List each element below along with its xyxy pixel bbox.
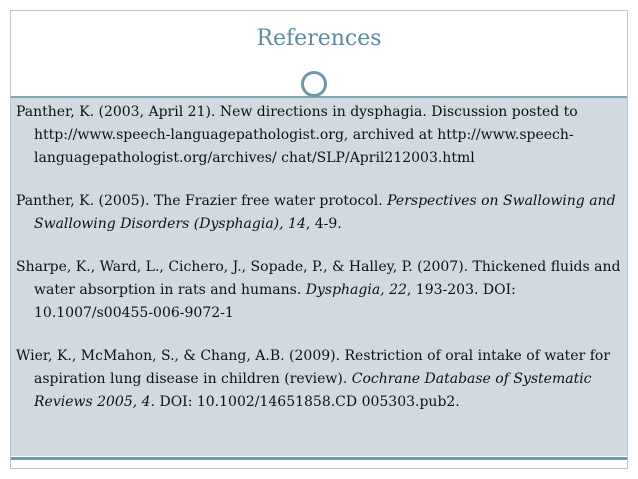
reference-text: Panther, K. (2003, April 21). New directions in dysphagia. Discussion posted to http://www.speech-languagepathologist.org, archived at http://www.speech-languagepathologist.org/archives/ chat/SLP/April212003.html — [16, 104, 578, 166]
references-list — [16, 101, 628, 434]
bottom-rule — [11, 457, 627, 460]
reference-source-title: Perspectives on Swallowing and Swallowing Disorders (Dysphagia), 14 — [34, 193, 616, 232]
reference-source-title: Cochrane Database of Systematic Reviews 2005, 4. — [34, 371, 592, 410]
reference-item — [16, 345, 628, 414]
reference-text: , 193-203. DOI: 10.1007/s00455-006-9072-1 — [34, 282, 516, 321]
reference-text: , 4-9. — [305, 216, 342, 232]
title-divider — [11, 96, 627, 98]
reference-text: DOI: 10.1002/14651858.CD 005303.pub2. — [155, 394, 460, 410]
reference-text: Wier, K., McMahon, S., & Chang, A.B. (2009). Restriction of oral intake of water for aspiration lung disease in children (review). — [16, 348, 611, 387]
reference-source-title: Dysphagia, 22 — [305, 282, 407, 298]
reference-item — [16, 190, 628, 236]
reference-text: Panther, K. (2005). The Frazier free water protocol. — [16, 193, 388, 209]
circle-ornament — [301, 71, 327, 97]
slide-title: References — [256, 26, 382, 51]
reference-item — [16, 101, 628, 170]
reference-text: Sharpe, K., Ward, L., Cichero, J., Sopade, P., & Halley, P. (2007). Thickened fluids and water absorption in rats and humans. — [16, 259, 621, 298]
reference-item — [16, 256, 628, 325]
